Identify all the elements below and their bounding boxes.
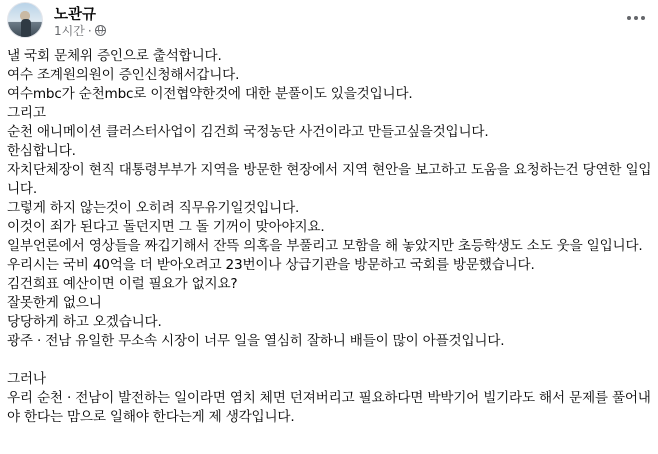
avatar[interactable] xyxy=(7,2,43,38)
post-line: 일부언론에서 영상들을 짜깁기해서 잔뜩 의혹을 부풀리고 모함을 해 놓았지만 초등학생도 소도 웃을 일입니다. xyxy=(7,238,643,254)
post-line: 우리시는 국비 40억을 더 받아오려고 23번이나 상급기관을 방문하고 국회를 방문했습니다. xyxy=(7,257,535,273)
post-line: 그리고 xyxy=(7,105,46,121)
post-header xyxy=(0,0,658,40)
post-body xyxy=(7,47,655,427)
more-options-icon[interactable] xyxy=(622,6,650,30)
post-line: 그렇게 하지 않는것이 오히려 직무유기일것입니다. xyxy=(7,200,300,216)
post-line: 한심합니다. xyxy=(7,143,76,159)
post-line: 이것이 죄가 된다고 돌던지면 그 돌 기꺼이 맞아야지요. xyxy=(7,219,325,235)
post-blank-line xyxy=(7,351,655,370)
post-line: 그러나 xyxy=(7,371,46,387)
avatar-figure xyxy=(21,19,31,37)
post-time[interactable]: 1시간 xyxy=(54,24,85,38)
post-line: 여수mbc가 순천mbc로 이전협약한것에 대한 분풀이도 있을것입니다. xyxy=(7,86,413,102)
post-meta xyxy=(54,22,106,39)
meta-separator: · xyxy=(87,23,92,38)
post-line: 순천 애니메이션 클러스터사업이 김건희 국정농단 사건이라고 만들고싶을것입니다. xyxy=(7,124,489,140)
post-line: 여수 조계원의원이 증인신청해서갑니다. xyxy=(7,67,240,83)
post-line: 낼 국회 문체위 증인으로 출석합니다. xyxy=(7,48,222,64)
post-line: 자치단체장이 현직 대통령부부가 지역을 방문한 현장에서 지역 현안을 보고하고 도움을 요청하는건 당연한 일입니다. xyxy=(7,162,652,197)
post-line: 김건희표 예산이면 이럴 필요가 없지요? xyxy=(7,276,238,292)
post-line: 당당하게 하고 오겠습니다. xyxy=(7,314,162,330)
post-line: 광주 · 전남 유일한 무소속 시장이 너무 일을 열심히 잘하니 배들이 많이 아플것입니다. xyxy=(7,333,505,349)
globe-icon[interactable] xyxy=(95,25,106,36)
post-line: 잘못한게 없으니 xyxy=(7,295,102,311)
author-name[interactable]: 노관규 xyxy=(54,7,97,23)
post-line: 우리 순천 · 전남이 발전하는 일이라면 염치 체면 던져버리고 필요하다면 박박기어 빌기라도 해서 문제를 풀어내야 한다는 맘으로 일해야 한다는게 제 생각입니다. xyxy=(7,390,651,425)
